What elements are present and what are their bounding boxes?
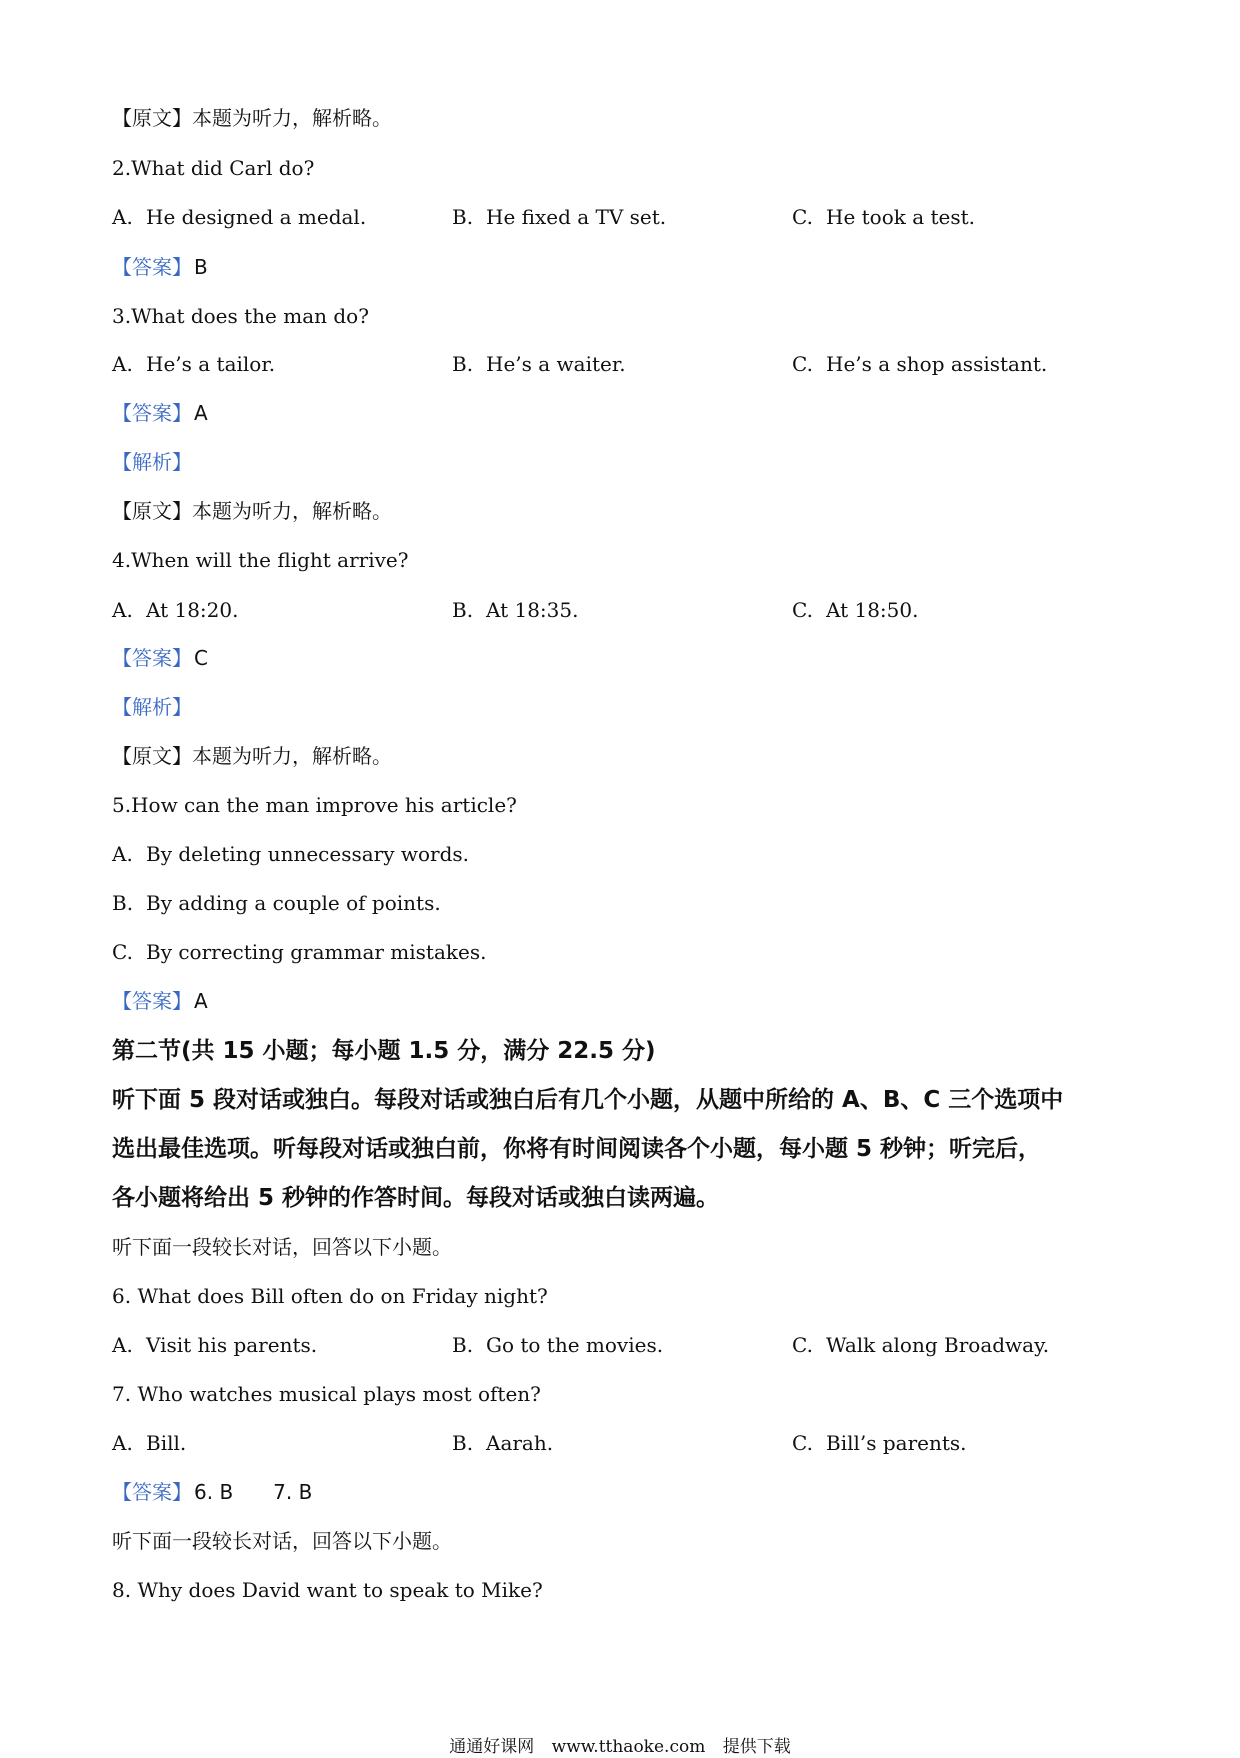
yuanwen-line [112,743,392,769]
option-5b: B. By adding a couple of points. [112,891,441,915]
page-footer [0,1736,1240,1758]
listen-prompt: 听下面一段较长对话，回答以下小题。 [112,1529,452,1553]
answer-value: A [194,401,208,425]
footer-url: www.tthaoke.com [551,1737,706,1757]
answer-label: 【答案】 [112,401,192,425]
answer-value: C [194,646,208,670]
option-7b: B. Aarah. [452,1431,554,1455]
question-4: 4.When will the flight arrive? [112,548,409,572]
option-2a: A. He designed a medal. [112,205,367,229]
jiexi-label: 【解析】 [112,695,192,719]
option-7c: C. Bill’s parents. [792,1431,967,1455]
footer-site-name: 通通好课网 [449,1737,535,1757]
answer-value: A [194,989,208,1013]
question-3: 3.What does the man do? [112,304,369,328]
section2-instructions-line2: 选出最佳选项。听每段对话或独白前，你将有时间阅读各个小题，每小题 5 秒钟；听完后， [112,1136,1042,1162]
jiexi-label: 【解析】 [112,450,192,474]
option-3b: B. He’s a waiter. [452,352,626,376]
option-2b: B. He fixed a TV set. [452,205,667,229]
answer-4 [112,645,208,671]
question-8: 8. Why does David want to speak to Mike? [112,1578,543,1602]
answer-label: 【答案】 [112,989,192,1013]
option-2c: C. He took a test. [792,205,976,229]
yuanwen-text: 本题为听力，解析略。 [192,106,392,130]
option-5c: C. By correcting grammar mistakes. [112,940,487,964]
answer-value-6: 6. B [194,1480,234,1504]
option-3c: C. He’s a shop assistant. [792,352,1048,376]
section2-heading: 第二节(共 15 小题；每小题 1.5 分，满分 22.5 分) [112,1038,656,1064]
question-2: 2.What did Carl do? [112,156,315,180]
answer-6-7 [112,1479,312,1505]
option-4b: B. At 18:35. [452,598,579,622]
yuanwen-label: 【原文】 [112,744,192,768]
question-7: 7. Who watches musical plays most often? [112,1382,541,1406]
jiexi-4 [112,694,192,720]
yuanwen-text: 本题为听力，解析略。 [192,744,392,768]
option-6c: C. Walk along Broadway. [792,1333,1050,1357]
yuanwen-label: 【原文】 [112,106,192,130]
question-6: 6. What does Bill often do on Friday night? [112,1284,548,1308]
option-3a: A. He’s a tailor. [112,352,276,376]
option-4a: A. At 18:20. [112,598,239,622]
answer-value: B [194,255,208,279]
option-5a: A. By deleting unnecessary words. [112,842,470,866]
yuanwen-label: 【原文】 [112,499,192,523]
jiexi-3 [112,449,192,475]
option-7a: A. Bill. [112,1431,187,1455]
answer-label: 【答案】 [112,255,192,279]
question-5: 5.How can the man improve his article? [112,793,517,817]
answer-3 [112,400,208,426]
yuanwen-line [112,105,392,131]
yuanwen-text: 本题为听力，解析略。 [192,499,392,523]
option-6b: B. Go to the movies. [452,1333,664,1357]
answer-label: 【答案】 [112,646,192,670]
option-6a: A. Visit his parents. [112,1333,318,1357]
section2-instructions-line1: 听下面 5 段对话或独白。每段对话或独白后有几个小题，从题中所给的 A、B、C 三个选项中 [112,1087,1064,1113]
answer-label: 【答案】 [112,1480,192,1504]
answer-5 [112,988,208,1014]
footer-note: 提供下载 [722,1737,791,1757]
listen-prompt: 听下面一段较长对话，回答以下小题。 [112,1235,452,1259]
section2-instructions-line3: 各小题将给出 5 秒钟的作答时间。每段对话或独白读两遍。 [112,1185,720,1211]
answer-value-7: 7. B [273,1480,313,1504]
yuanwen-line [112,498,392,524]
option-4c: C. At 18:50. [792,598,919,622]
answer-2 [112,254,208,280]
